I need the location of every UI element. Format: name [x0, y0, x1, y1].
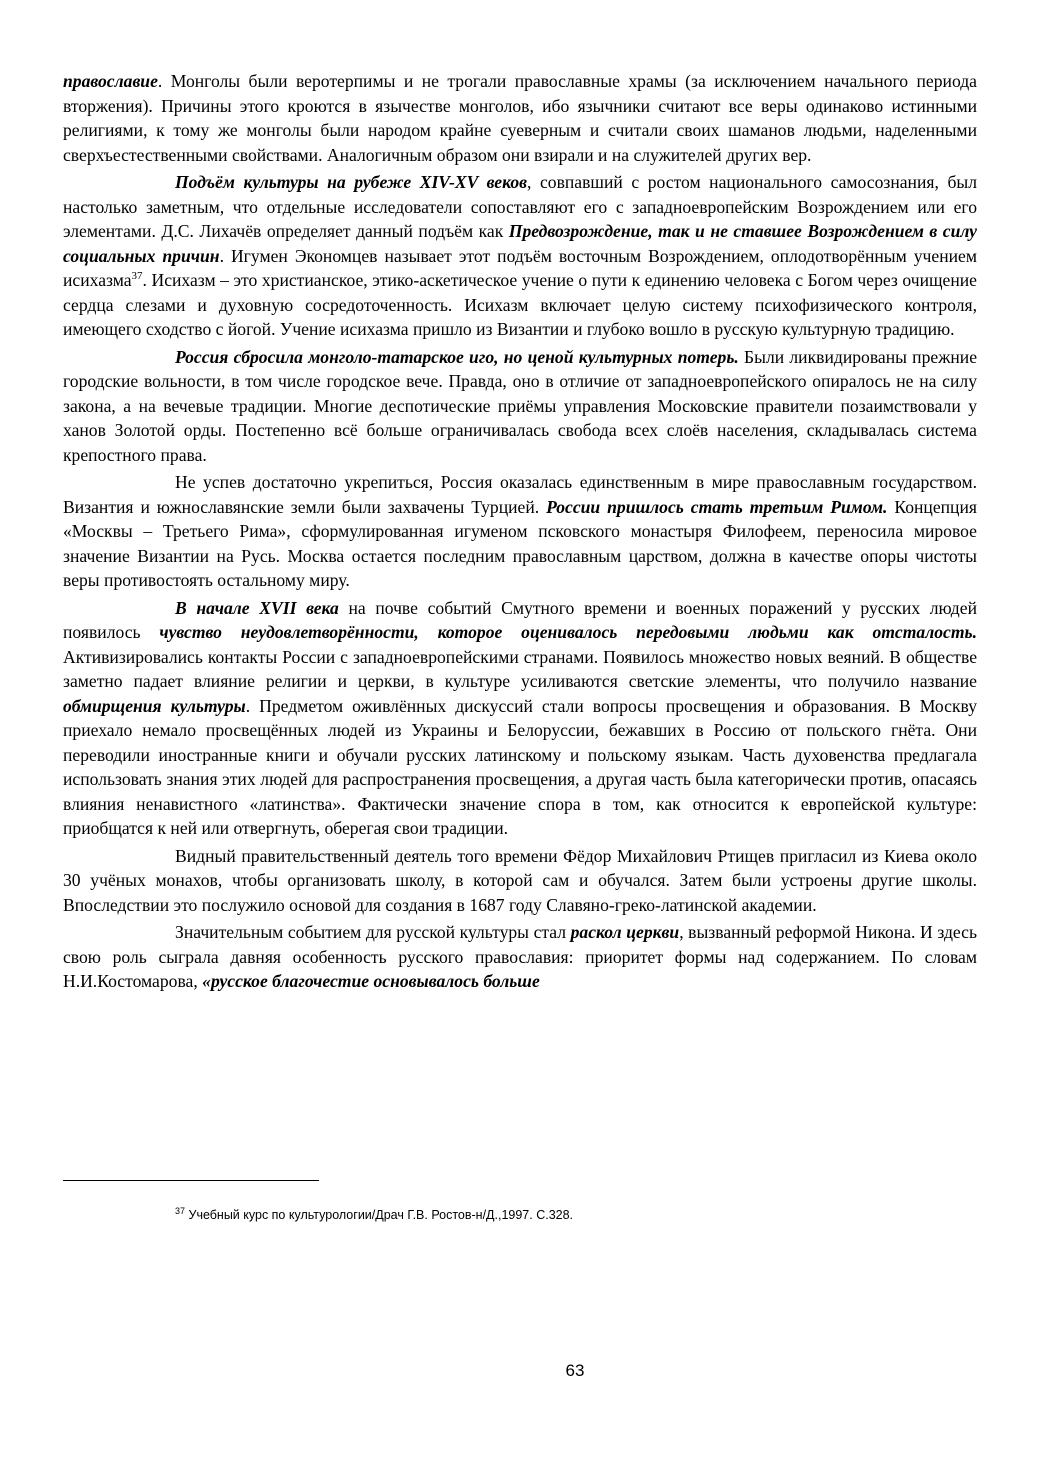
paragraph — [63, 470, 977, 593]
text-run: Не успев достаточно укрепиться, Россия оказалась единственным в мире православным государством. Византия и южнославянские земли были захвачены Турцией. — [63, 472, 977, 517]
footnote-reference: 37 — [131, 270, 143, 283]
paragraph — [63, 69, 977, 167]
footnote — [175, 1207, 975, 1223]
page-number: 63 — [565, 1361, 585, 1380]
paragraph — [63, 596, 977, 841]
emphasized-text: раскол церкви — [570, 922, 680, 942]
body-text — [63, 69, 977, 994]
paragraph — [63, 844, 977, 918]
footnote-text: Учебный курс по культурологии/Драч Г.В. Ростов-н/Д.,1997. С.328. — [188, 1208, 574, 1222]
text-run: . Исихазм – это христианское, этико-аскетическое учение о пути к единению человека с Богом через очищение сердца слезами и духовную сосредоточенность. Исихазм включает целую систему психофизического контроля, имеющего сходство с йогой. Учение исихазма пришло из Византии и глубоко вошло в русскую культурную традицию. — [63, 270, 977, 339]
emphasized-text: обмирщения культуры — [63, 695, 246, 716]
emphasized-text: Предвозрождение, так и не ставшее Возрождением в силу социальных причин — [63, 221, 977, 266]
emphasized-text: России пришлось стать третьим Римом. — [546, 496, 888, 517]
emphasized-text: Подъём культуры на рубеже XIV-XV веков — [175, 172, 527, 192]
emphasized-text: Россия сбросила монголо-татарское иго, но ценой культурных потерь. — [175, 346, 739, 367]
text-run: Были ликвидированы прежние городские вольности, в том числе городское вече. Правда, оно в отличие от западноевропейского опиралось не на силу закона, а на вечевые традиции. Многие деспотические приёмы управления Московские правители позаимствовали у ханов Золотой орды. Постепенно всё больше ограничивалась свобода всех слоёв населения, складывалась система крепостного права. — [63, 346, 978, 465]
paragraph — [63, 920, 977, 994]
footnote-separator — [63, 1180, 319, 1181]
text-run: . Предметом оживлённых дискуссий стали вопросы просвещения и образования. В Москву приехало немало просвещённых людей из Украины и Белоруссии, бежавших в Россию от польского гнёта. Они переводили иностранные книги и обучали русских латинскому и польскому языкам. Часть духовенства предлагала использовать знания этих людей для распространения просвещения, а другая часть была категорически против, опасаясь влияния ненавистного «латинства». Фактически значение спора в том, как относится к европейской культуре: приобщатся к ней или отвергнуть, оберегая свои традиции. — [63, 695, 977, 838]
emphasized-text: В начале XVII века — [175, 597, 339, 618]
paragraph — [63, 345, 977, 468]
emphasized-text: чувство неудовлетворённости, которое оценивалось передовыми людьми как отсталость. — [159, 622, 977, 642]
paragraph — [63, 170, 977, 342]
text-run: Концепция «Москвы – Третьего Рима», сформулированная игуменом псковского монастыря Филофеем, переносила мировое значение Византии на Русь. Москва остается последним православным царством, должна в качестве опоры чистоты веры противостоять остальному миру. — [63, 496, 977, 590]
text-run: Активизировались контакты России с западноевропейскими странами. Появилось множество новых веяний. В обществе заметно падает влияние религии и церкви, в культуре усиливаются светские элементы, что получило название — [63, 646, 977, 691]
text-run: Значительным событием для русской культуры стал — [175, 922, 571, 942]
text-run: . Игумен Экономцев называет этот подъём восточным Возрождением, оплодотворённым учением исихазма — [63, 245, 977, 290]
emphasized-text: «русское благочестие основывалось больше — [202, 971, 540, 991]
text-run: Видный правительственный деятель того времени Фёдор Михайлович Ртищев пригласил из Киева около 30 учёных монахов, чтобы организовать школу, в которой сам и обучался. Затем были устроены другие школы. Впоследствии это послужило основой для создания в 1687 году Славяно-греко-латинской академии. — [63, 845, 977, 915]
text-run: , вызванный реформой Никона. И здесь свою роль сыграла давняя особенность русского православия: приоритет формы над содержанием. По словам Н.И.Костомарова, — [63, 922, 977, 991]
text-run: , совпавший с ростом национального самосознания, был настолько заметным, что отдельные исследователи сопоставляют его с западноевропейским Возрождением или его элементами. Д.С. Лихачёв определяет данный подъём как — [63, 172, 977, 241]
footnote-marker: 37 — [175, 1205, 186, 1216]
emphasized-text: православие — [63, 71, 158, 91]
text-run: на почве событий Смутного времени и военных поражений у русских людей появилось — [63, 597, 977, 642]
text-run: . Монголы были веротерпимы и не трогали православные храмы (за исключением начального периода вторжения). Причины этого кроются в язычестве монголов, ибо язычники считают все веры одинаково истинными религиями, к тому же монголы были народом крайне суеверным и считали своих шаманов людьми, наделенными сверхъестественными свойствами. Аналогичным образом они взирали и на служителей других вер. — [63, 71, 977, 165]
